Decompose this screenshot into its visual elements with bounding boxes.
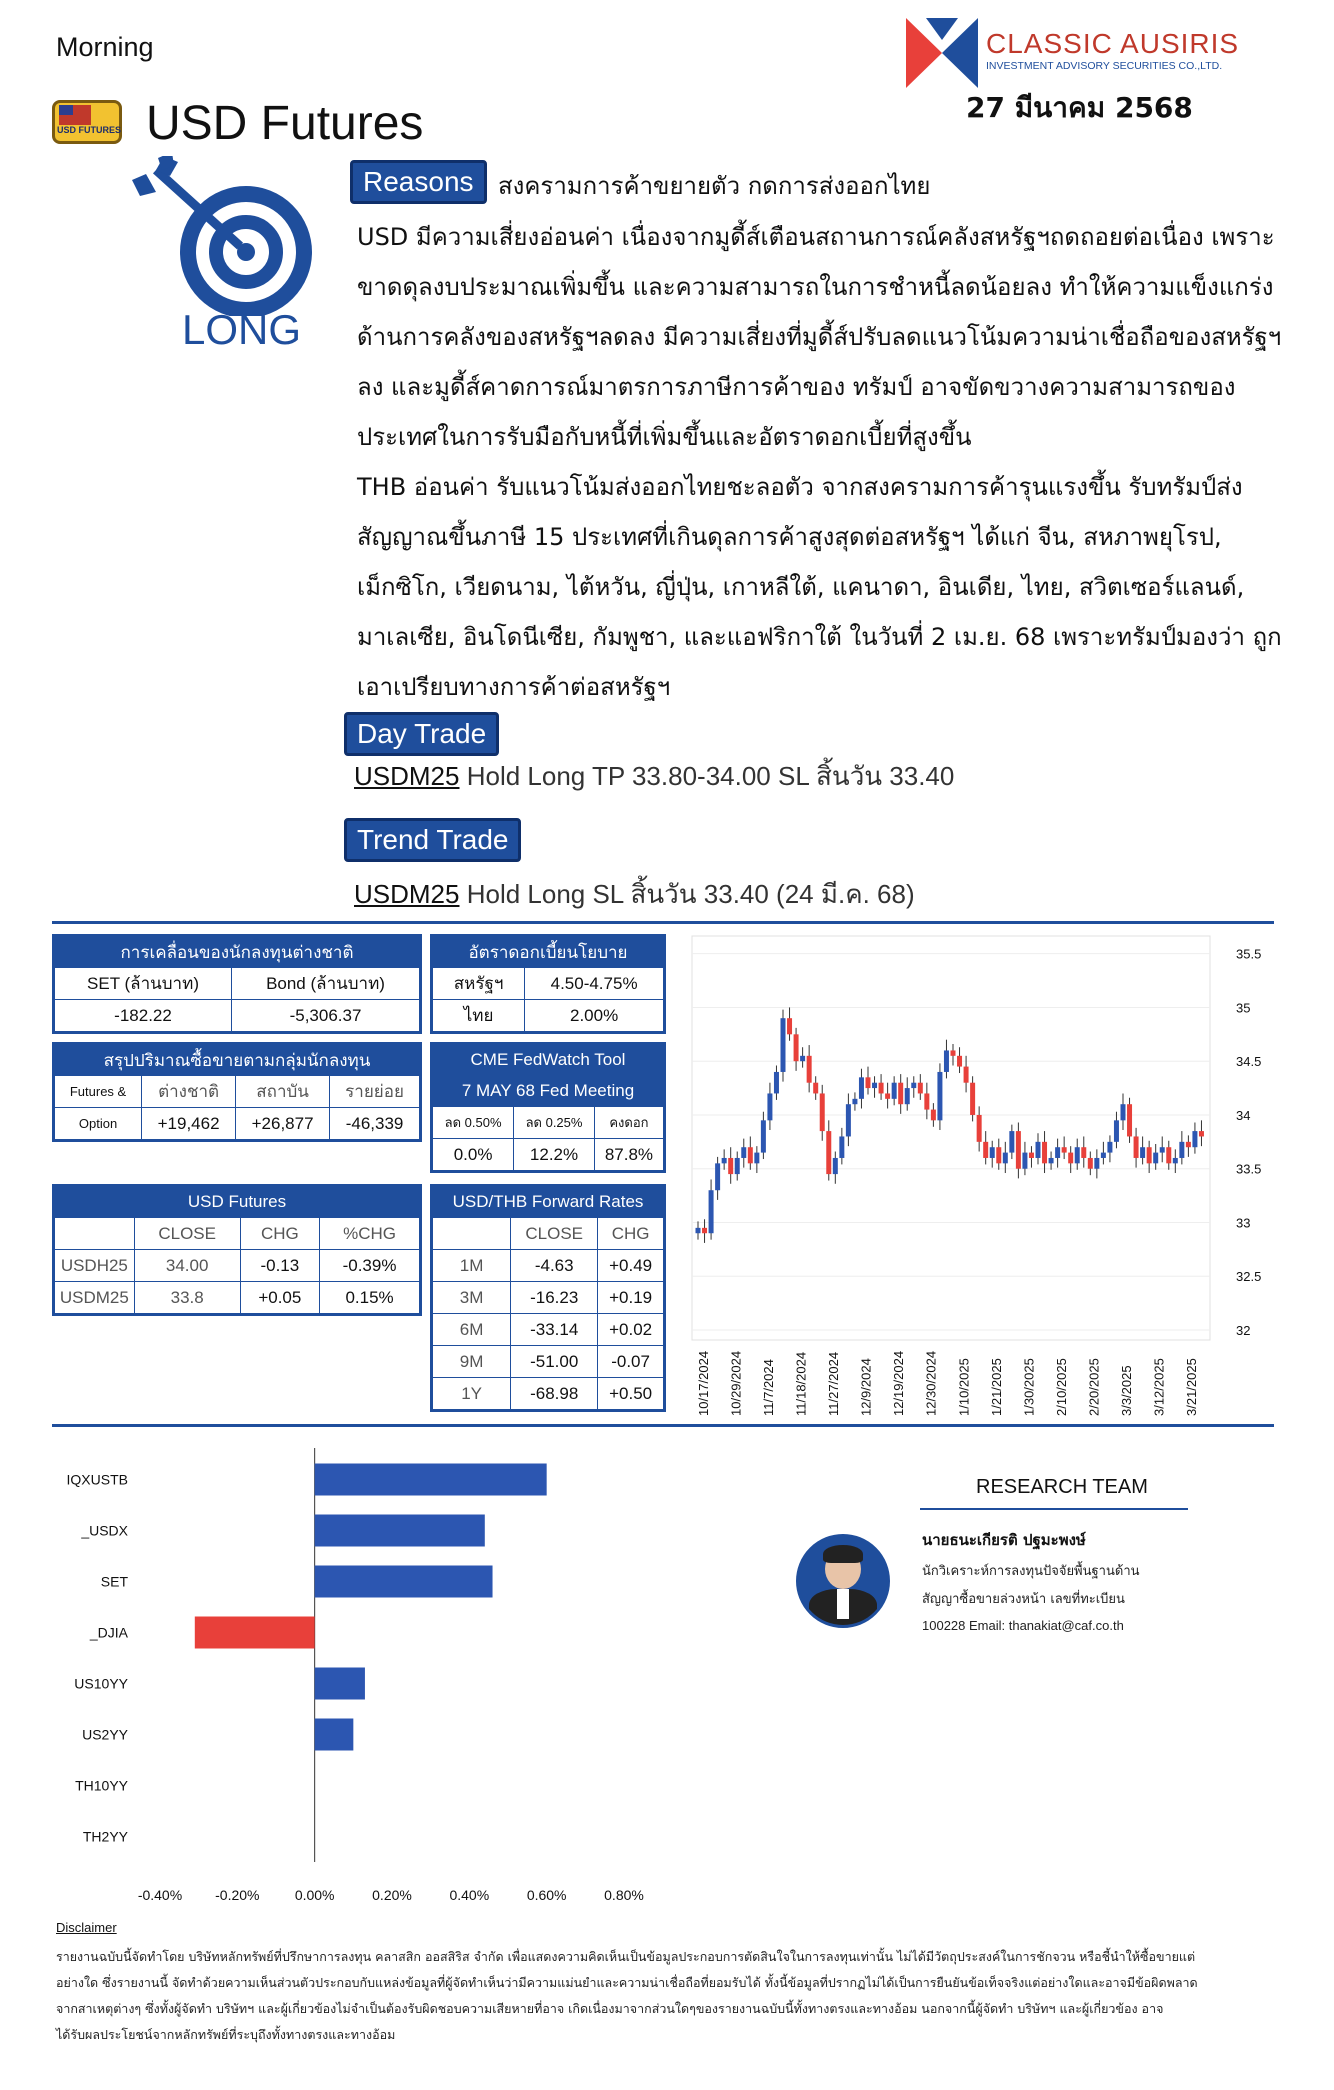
candle-body [826,1131,831,1174]
brand-subtitle: INVESTMENT ADVISORY SECURITIES CO.,LTD. [986,60,1223,72]
fedwatch-table [430,1042,666,1173]
candle-body [807,1056,812,1083]
fedwatch-subtitle: 7 MAY 68 Fed Meeting [432,1076,665,1107]
forward-tenor: 9M [432,1346,511,1378]
x-tick-label: 0.00% [294,1887,335,1900]
policy-rate-table [430,934,666,1034]
candle-body [1107,1142,1112,1153]
disclaimer-line: อย่างใด ซึ่งรายงานนี้ จัดทำด้วยความเห็นส่วนตัวประกอบกับแหล่งข้อมูลที่ผู้จัดทำเห็นว่ามีความแม่นยำและความน่าเชื่อถือที่ยอมรับได้ ทั้งนี้ข้อมูลที่ปรากฏไม่ได้เป็นการยืนยันข้อเท็จจริงแต่อย่างใดและอาจมีข้อผิดพลาด [56,1975,1198,1990]
position-label: LONG [182,306,302,353]
reasons-line: ลง และมูดี้ส์คาดการณ์มาตรการภาษีการค้าของ ทรัมป์ อาจขัดขวางความสามารถของ [357,373,1236,401]
candle-body [767,1093,772,1120]
foreign-flow-value: -5,306.37 [232,1000,421,1033]
fedwatch-value: 87.8% [594,1139,664,1172]
usd-futures-symbol: USDH25 [54,1250,135,1282]
fedwatch-value: 12.2% [514,1139,595,1172]
x-tick-label: 11/7/2024 [761,1359,777,1416]
candle-body [872,1083,877,1088]
x-tick-label: 0.80% [604,1887,644,1900]
candle-body [1160,1147,1165,1152]
usdthb-candlestick-chart [680,930,1280,1420]
analyst-contact: 100228 Email: thanakiat@caf.co.th [922,1618,1124,1633]
candle-body [728,1158,733,1174]
y-tick-label: 34 [1236,1107,1251,1123]
disclaimer-title: Disclaimer [56,1920,117,1935]
bar [315,1668,365,1700]
usd-futures-close: 33.8 [134,1282,240,1315]
brand-logo-icon [906,18,978,88]
usd-futures-symbol: USDM25 [54,1282,135,1315]
usd-futures-title: USD Futures [54,1186,421,1218]
investor-volume-header: รายย่อย [330,1076,421,1108]
candle-body [1199,1131,1204,1136]
usd-futures-badge [52,100,122,144]
reasons-tag: Reasons [350,160,487,204]
investor-volume-value: +26,877 [236,1108,330,1141]
forward-close: -33.14 [511,1314,598,1346]
fedwatch-header: ลด 0.50% [432,1107,514,1139]
disclaimer-body [56,1944,1256,2048]
day-trade-text: Hold Long TP 33.80-34.00 SL สิ้นวัน 33.40 [459,761,955,791]
candle-body [754,1153,759,1164]
analyst-avatar [796,1534,890,1628]
forward-chg: -0.07 [598,1346,665,1378]
x-tick-label: 0.60% [526,1887,567,1900]
candle-body [761,1120,766,1152]
forward-chg: +0.19 [598,1282,665,1314]
candle-body [1127,1104,1132,1136]
x-tick-label: 12/19/2024 [891,1350,907,1416]
candle-body [1192,1131,1197,1147]
usd-futures-chg: +0.05 [240,1282,319,1315]
investor-volume-value: +19,462 [142,1108,236,1141]
usd-futures-table [52,1184,422,1316]
fedwatch-value: 0.0% [432,1139,514,1172]
candle-body [813,1083,818,1094]
bar-category-label: US2YY [82,1726,128,1743]
x-tick-label: 12/9/2024 [858,1358,874,1416]
reasons-line: THB อ่อนค่า รับแนวโน้มส่งออกไทยชะลอตัว จากสงครามการค้ารุนแรงขึ้น รับทรัมป์ส่ง [357,473,1243,501]
candle-body [866,1077,871,1088]
analyst-role-2: สัญญาซื้อขายล่วงหน้า เลขที่ทะเบียน [922,1592,1125,1607]
candle-body [702,1228,707,1233]
chart-frame [692,936,1210,1340]
x-tick-label: 3/3/2025 [1118,1365,1134,1416]
policy-rate-title: อัตราดอกเบี้ยนโยบาย [432,936,665,968]
candle-body [1042,1142,1047,1164]
candle-body [722,1158,727,1163]
candle-body [859,1077,864,1099]
candle-body [996,1147,1001,1163]
usd-futures-header: CHG [240,1218,319,1250]
investor-volume-title: สรุปปริมาณซื้อขายตามกลุ่มนักลงทุน [54,1044,421,1076]
forward-rates-header: CHG [598,1218,665,1250]
forward-tenor: 1M [432,1250,511,1282]
candle-body [1134,1136,1139,1158]
candle-body [931,1110,936,1121]
candle-body [1179,1142,1184,1158]
usd-futures-pct: -0.39% [320,1250,421,1282]
reasons-line: เอาเปรียบทางการค้าต่อสหรัฐฯ [357,673,671,701]
candle-body [944,1050,949,1072]
trend-trade-line [354,874,915,915]
forward-tenor: 3M [432,1282,511,1314]
fedwatch-header: ลด 0.25% [514,1107,595,1139]
reasons-line: USD มีความเสี่ยงอ่อนค่า เนื่องจากมูดี้ส์เตือนสถานการณ์คลังสหรัฐฯถดถอยต่อเนื่อง เพราะ [357,223,1275,251]
candle-body [833,1158,838,1174]
candle-body [1147,1147,1152,1163]
market-change-bar-chart [40,1440,780,1900]
forward-close: -16.23 [511,1282,598,1314]
x-tick-label: 11/27/2024 [826,1351,842,1416]
forward-rates-table [430,1184,666,1412]
x-tick-label: -0.40% [137,1887,183,1900]
candle-body [839,1136,844,1158]
forward-close: -68.98 [511,1378,598,1411]
forward-rates-title: USD/THB Forward Rates [432,1186,665,1218]
bar-category-label: TH2YY [82,1828,128,1845]
candle-body [774,1072,779,1094]
candle-body [715,1163,720,1190]
candle-body [1088,1158,1093,1169]
candle-body [990,1147,995,1158]
candle-body [898,1083,903,1105]
candle-body [957,1056,962,1067]
investor-volume-value: -46,339 [330,1108,421,1141]
divider-middle [52,1424,1274,1427]
reasons-line: เม็กซิโก, เวียดนาม, ไต้หวัน, ญี่ปุ่น, เกาหลีใต้, แคนาดา, อินเดีย, ไทย, สวิตเซอร์แลนด์, [357,573,1245,601]
disclaimer-line: รายงานฉบับนี้จัดทำโดย บริษัทหลักทรัพย์ที่ปรึกษาการลงทุน คลาสสิก ออสสิริส จำกัด เพื่อแสดงความคิดเห็นเป็นข้อมูลประกอบการตัดสินใจในการลงทุนเท่านั้น ไม่ได้มีวัตถุประสงค์ในการชักจวน หรือชี้นำให้ซื้อขายแต่ [56,1949,1196,1964]
candle-body [977,1115,982,1142]
candle-body [1068,1153,1073,1164]
bar-category-label: IQXUSTB [66,1471,128,1488]
y-tick-label: 32 [1236,1323,1251,1338]
day-trade-line [354,756,954,797]
x-tick-label: 0.40% [449,1887,490,1900]
x-tick-label: 1/10/2025 [956,1358,972,1416]
candle-body [1055,1147,1060,1158]
candle-body [937,1072,942,1120]
usd-futures-chg: -0.13 [240,1250,319,1282]
forward-rates-header: CLOSE [511,1218,598,1250]
candle-body [970,1083,975,1115]
disclaimer-line: จากสาเหตุต่างๆ ซึ่งทั้งผู้จัดทำ บริษัทฯ และผู้เกี่ยวข้องไม่จำเป็นต้องรับผิดชอบความเสียหายที่อาจ เกิดเนื่องมาจากส่วนใดๆของรายงานฉบับนี้ทั้งทางตรงและทางอ้อม นอกจากนี้ผู้จัดทำ บริษัทฯ และผู้เกี่ยวข้อง อาจ [56,2001,1164,2016]
candle-body [741,1147,746,1158]
candle-body [1009,1131,1014,1153]
day-trade-symbol: USDM25 [354,761,460,791]
trend-trade-tag: Trend Trade [344,818,521,862]
investor-volume-rowlabel: Futures & [54,1076,142,1108]
bar [315,1566,493,1598]
y-tick-label: 34.5 [1236,1054,1262,1070]
policy-rate-value: 2.00% [525,1000,665,1033]
candle-body [1062,1147,1067,1152]
candle-body [885,1093,890,1098]
candle-body [794,1034,799,1061]
investor-volume-header: ต่างชาติ [142,1076,236,1108]
policy-rate-value: 4.50-4.75% [525,968,665,1000]
candle-body [696,1228,701,1233]
candle-body [1114,1120,1119,1142]
disclaimer-line: ได้รับผลประโยชน์จากหลักทรัพย์ที่ระบุถึงทั้งทางตรงและทางอ้อม [56,2027,396,2042]
x-tick-label: 3/12/2025 [1151,1358,1167,1416]
bar [315,1719,354,1751]
candle-body [983,1142,988,1158]
bar-category-label: _USDX [81,1522,128,1539]
target-icon [128,156,314,316]
candle-body [1166,1147,1171,1163]
forward-close: -4.63 [511,1250,598,1282]
day-trade-tag: Day Trade [344,712,499,756]
bar-category-label: TH10YY [75,1777,128,1794]
candle-body [918,1083,923,1094]
candle-body [846,1104,851,1136]
bar-category-label: SET [100,1573,128,1590]
usd-futures-close: 34.00 [134,1250,240,1282]
bar [315,1464,547,1496]
candle-body [1140,1147,1145,1158]
candle-body [951,1050,956,1055]
candle-body [964,1067,969,1083]
reasons-line: สัญญาณขึ้นภาษี 15 ประเทศที่เกินดุลการค้าสูงสุดต่อสหรัฐฯ ได้แก่ จีน, สหภาพยุโรป, [357,523,1222,551]
forward-chg: +0.50 [598,1378,665,1411]
bar-category-label: US10YY [74,1675,128,1692]
candle-body [1121,1104,1126,1120]
candle-body [709,1190,714,1233]
usd-badge-text: USD FUTURES [57,125,122,135]
candle-body [905,1088,910,1104]
bar-category-label: _DJIA [89,1624,128,1641]
candle-body [787,1018,792,1034]
candle-body [820,1093,825,1131]
analyst-name: นายธนะเกียรติ ปฐมะพงษ์ [922,1531,1086,1549]
x-tick-label: 11/18/2024 [793,1351,809,1416]
candle-body [1036,1142,1041,1158]
forward-chg: +0.49 [598,1250,665,1282]
reasons-line: ด้านการคลังของสหรัฐฯลดลง มีความเสี่ยงที่มูดี้ส์ปรับลดแนวโน้มความน่าเชื่อถือของสหรัฐฯ [357,323,1282,351]
candle-body [1049,1158,1054,1163]
candle-body [1075,1147,1080,1163]
report-date: 27 มีนาคม 2568 [966,91,1193,124]
candle-body [1186,1142,1191,1147]
candle-body [892,1083,897,1099]
investor-volume-table [52,1042,422,1142]
candle-body [735,1158,740,1174]
reasons-headline: สงครามการค้าขยายตัว กดการส่งออกไทย [498,172,931,200]
x-tick-label: 12/30/2024 [923,1350,939,1416]
investor-volume-rowlabel: Option [54,1108,142,1141]
x-tick-label: 0.20% [372,1887,412,1900]
candle-body [1081,1147,1086,1158]
research-team-title: RESEARCH TEAM [976,1476,1148,1498]
candle-body [1029,1153,1034,1158]
y-tick-label: 32.5 [1236,1269,1262,1285]
foreign-flow-table [52,934,422,1034]
forward-chg: +0.02 [598,1314,665,1346]
x-tick-label: 2/10/2025 [1053,1358,1069,1416]
investor-volume-header: สถาบัน [236,1076,330,1108]
x-tick-label: 2/20/2025 [1086,1358,1102,1416]
forward-tenor: 6M [432,1314,511,1346]
trend-trade-symbol: USDM25 [354,879,460,909]
brand-name: CLASSIC AUSIRIS [986,28,1240,59]
candle-body [1022,1153,1027,1169]
foreign-flow-header: SET (ล้านบาท) [54,968,232,1000]
policy-rate-country: สหรัฐฯ [432,968,525,1000]
fedwatch-header: คงดอก [594,1107,664,1139]
usd-futures-header: CLOSE [134,1218,240,1250]
analyst-role: นักวิเคราะห์การลงทุนปัจจัยพื้นฐานด้าน [922,1564,1140,1579]
reasons-line: ประเทศในการรับมือกับหนี้ที่เพิ่มขึ้นและอัตราดอกเบี้ยที่สูงขึ้น [357,423,972,451]
x-tick-label: -0.20% [215,1887,260,1900]
candle-body [1003,1153,1008,1164]
y-tick-label: 35.5 [1236,946,1262,962]
reasons-line: มาเลเซีย, อินโดนีเซีย, กัมพูชา, และแอฟริกาใต้ ในวันที่ 2 เม.ย. 68 เพราะทรัมป์มองว่า ถูก [357,623,1282,651]
usd-futures-pct: 0.15% [320,1282,421,1315]
candle-body [781,1018,786,1072]
candle-body [1153,1153,1158,1164]
foreign-flow-header: Bond (ล้านบาท) [232,968,421,1000]
x-tick-label: 1/30/2025 [1021,1358,1037,1416]
x-tick-label: 10/29/2024 [728,1350,744,1416]
candle-body [1094,1158,1099,1169]
candle-body [879,1083,884,1094]
candle-body [1173,1158,1178,1163]
bar [315,1515,485,1547]
candle-body [1101,1153,1106,1158]
candle-body [911,1083,916,1088]
forward-close: -51.00 [511,1346,598,1378]
reasons-line: ขาดดุลงบประมาณเพิ่มขึ้น และความสามารถในการชำหนี้ลดน้อยลง ทำให้ความแข็งแกร่ง [357,273,1274,301]
candle-body [1016,1131,1021,1169]
y-tick-label: 33.5 [1236,1161,1262,1177]
y-tick-label: 35 [1236,1000,1251,1016]
usd-futures-header: %CHG [320,1218,421,1250]
fedwatch-title: CME FedWatch Tool [432,1044,665,1076]
session-label: Morning [56,32,154,62]
y-tick-label: 33 [1236,1215,1251,1231]
divider-top [52,921,1274,924]
page-title: USD Futures [146,97,424,150]
policy-rate-country: ไทย [432,1000,525,1033]
trend-trade-text: Hold Long SL สิ้นวัน 33.40 (24 มี.ค. 68) [459,879,915,909]
candle-body [800,1056,805,1061]
x-tick-label: 1/21/2025 [988,1358,1004,1416]
reasons-body [357,212,1287,712]
candle-body [924,1093,929,1109]
x-tick-label: 3/21/2025 [1184,1358,1199,1416]
research-team-underline [920,1508,1188,1510]
bar [195,1617,315,1649]
foreign-flow-value: -182.22 [54,1000,232,1033]
candle-body [852,1099,857,1104]
foreign-flow-title: การเคลื่อนของนักลงทุนต่างชาติ [54,936,421,968]
candle-body [748,1147,753,1163]
x-tick-label: 10/17/2024 [696,1350,711,1416]
forward-tenor: 1Y [432,1378,511,1411]
